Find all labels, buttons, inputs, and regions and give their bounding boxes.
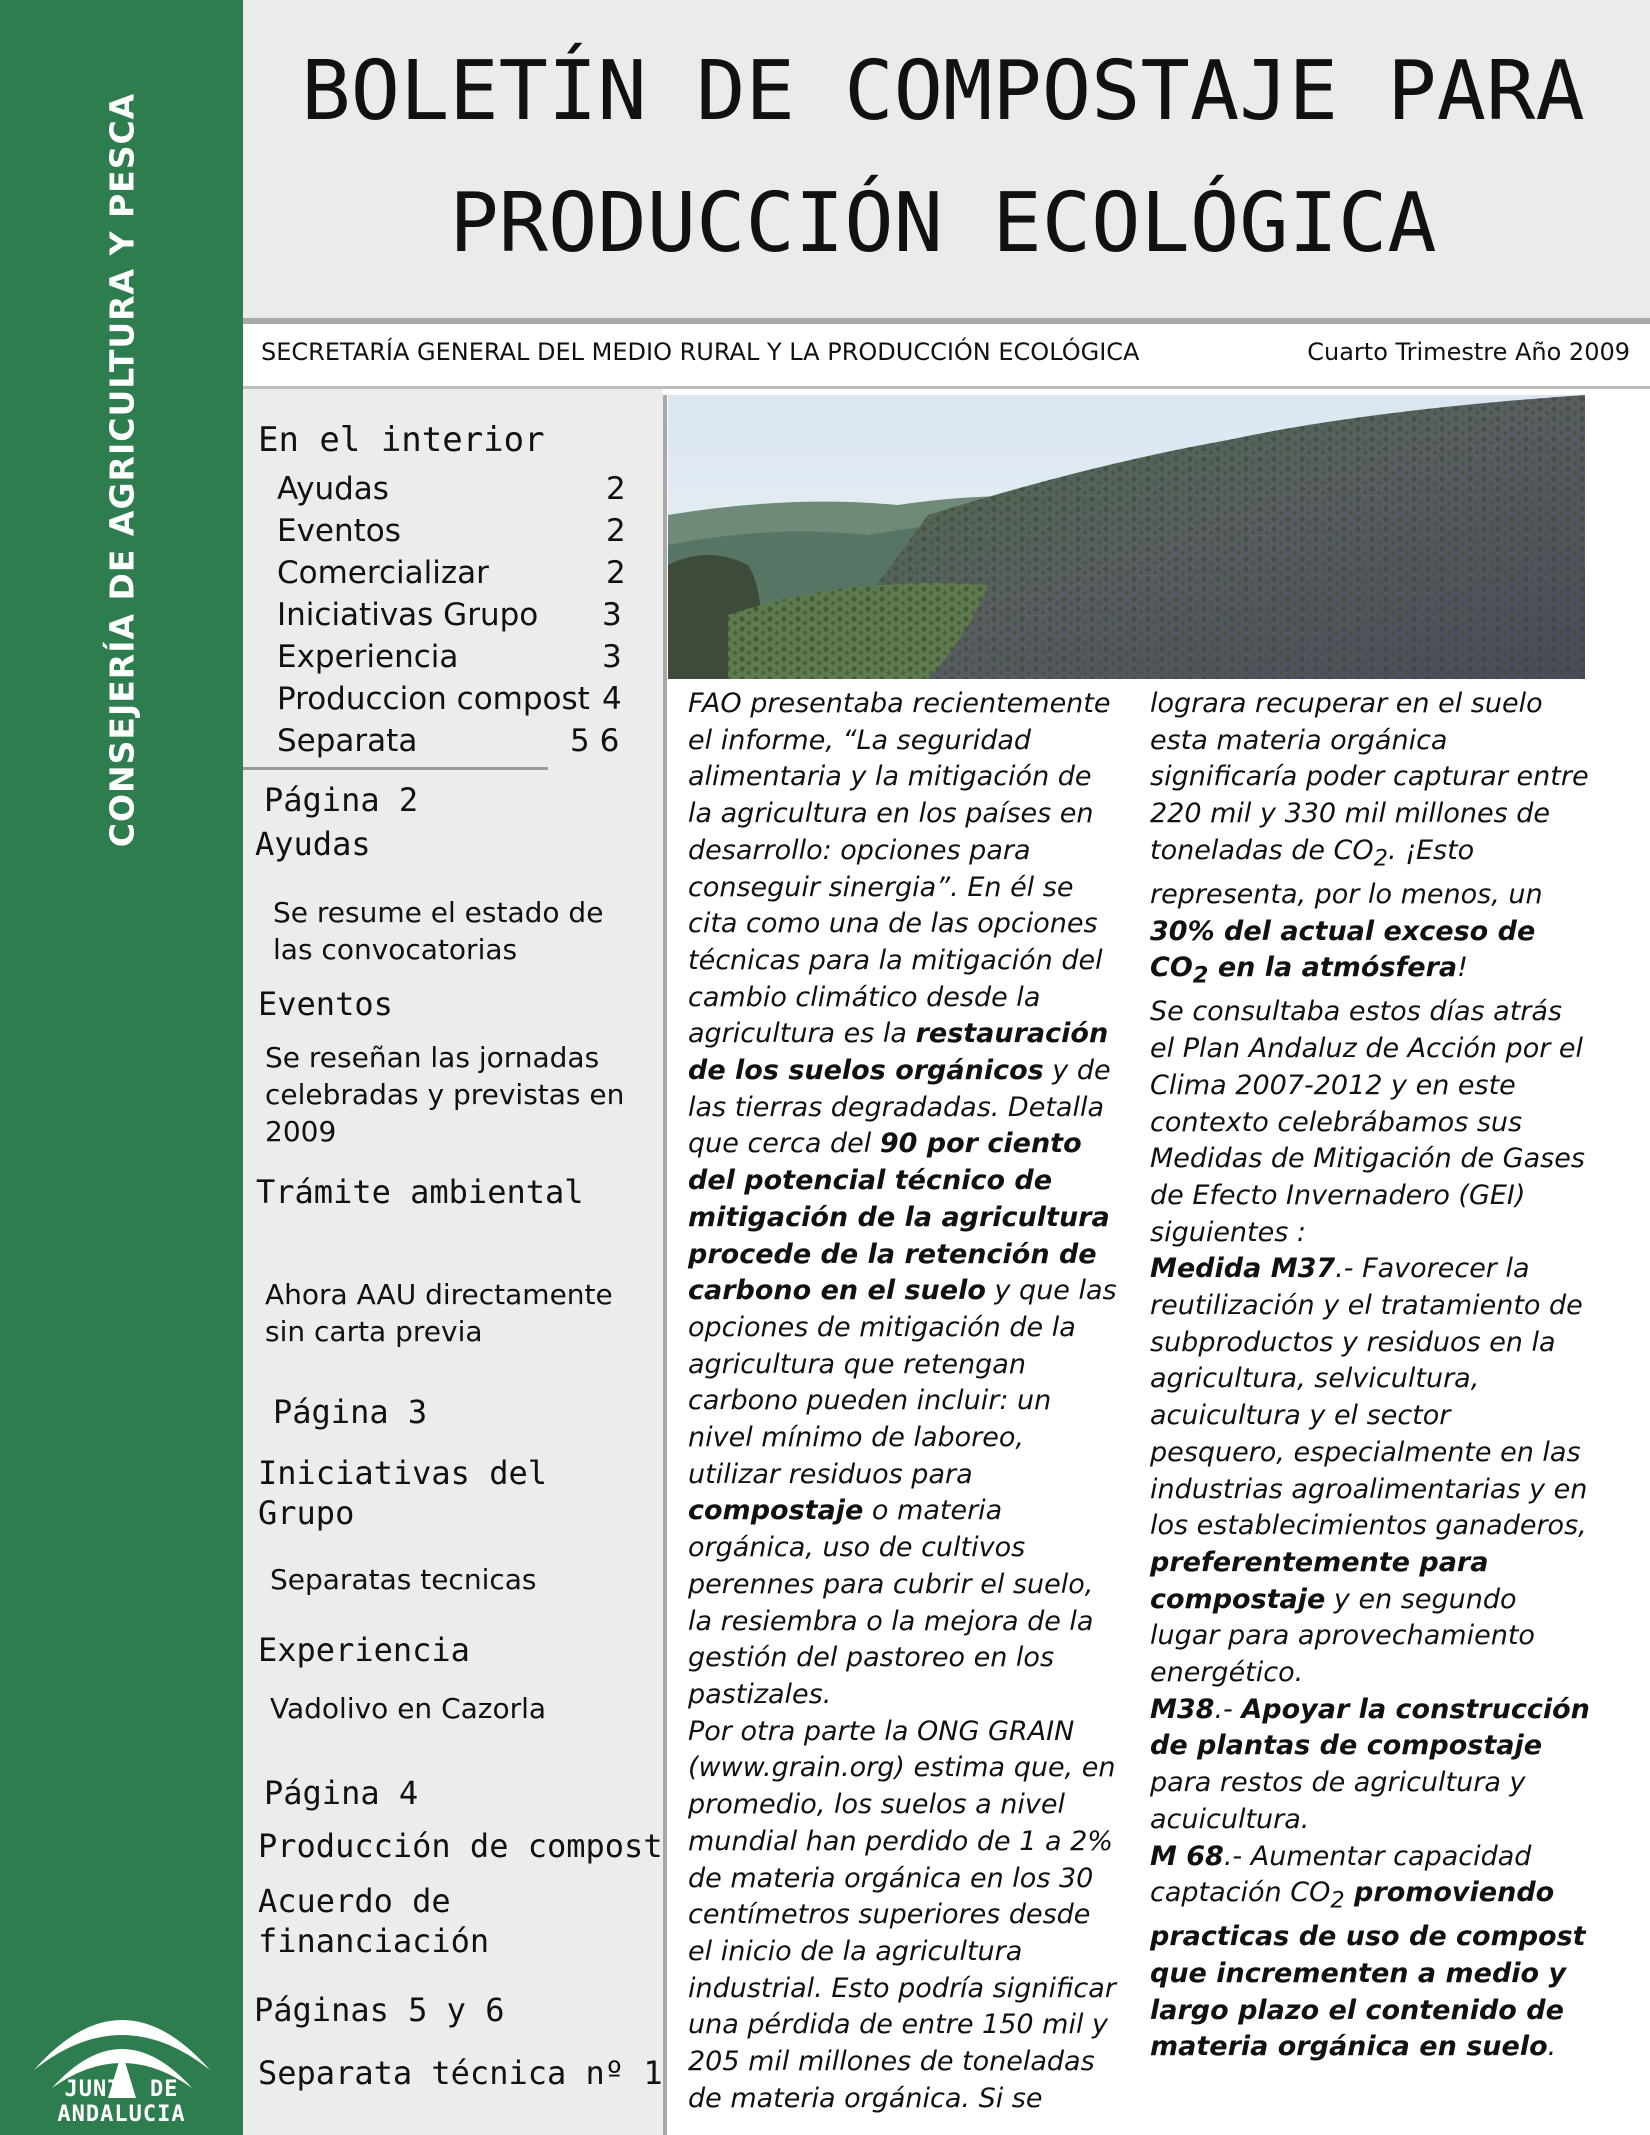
toc-item-label: Produccion compost [277,681,590,717]
section-description: sin carta previa [265,1315,483,1348]
toc-item-page: 2 [606,471,626,507]
olive-grove-photo [668,395,1585,679]
section-heading: Iniciativas del [258,1454,547,1492]
toc-item-label: Separata [277,723,418,759]
section-heading: Separata técnica nº 1 [258,2054,663,2092]
section-heading: Grupo [258,1494,355,1532]
section-heading: Trámite ambiental [256,1173,584,1211]
section-heading: Acuerdo de [258,1882,451,1920]
toc-divider [243,767,548,770]
section-description: las convocatorias [273,933,518,966]
toc-item-label: Ayudas [277,471,389,507]
section-description: Se resume el estado de [273,896,604,929]
section-description: Se reseñan las jornadas [265,1041,600,1074]
page-label: Páginas 5 y 6 [254,1991,505,2029]
section-heading: Experiencia [258,1631,470,1669]
section-heading: Producción de compost [258,1827,663,1865]
toc-item-label: Experiencia [277,639,459,675]
department-subtitle: SECRETARÍA GENERAL DEL MEDIO RURAL Y LA PRODUCCIÓN ECOLÓGICA [261,338,1140,366]
sidebar [0,0,243,2135]
issue-date: Cuarto Trimestre Año 2009 [1307,338,1630,366]
page-label: Página 2 [264,781,419,819]
section-description: 2009 [265,1115,337,1148]
toc-item-page: 3 [602,639,622,675]
toc-item-page: 4 [602,681,622,717]
section-description: Separatas tecnicas [270,1563,537,1596]
toc-item-label: Eventos [277,513,401,549]
toc-item-page: 2 [606,555,626,591]
page-label: Página 4 [264,1774,419,1812]
section-description: Vadolivo en Cazorla [270,1692,547,1725]
sidebar-vertical-title: CONSEJERÍA DE AGRICULTURA Y PESCA [102,92,142,848]
logo-text: JUNTA DE ANDALUCIA [57,2077,186,2127]
toc-item-page: 2 [606,513,626,549]
toc-title: En el interior [258,420,545,460]
article-column-1: FAO presentaba recientemente el informe, “La seguridad alimentaria y la mitigación de la agricultura en los países en desarrollo: opciones para conseguir sinergia”. En él se cita como una de las opciones técnicas para la mitigación del cambio climático desde la agricultura es la restauración de los suelos orgánicos y de las tierras degradadas. Detalla que cerca del 90 por ciento del potencial técnico de mitigación de la agricultura procede de la retención de carbono en el suelo y que las opciones de mitigación de la agricultura que retengan carbono pueden incluir: un nivel mínimo de laboreo, utilizar residuos para compostaje o materia orgánica, uso de cultivos perennes para cubrir el suelo, la resiembra o la mejora de la gestión del pastoreo en los pastizales. Por otra parte la ONG GRAIN (www.grain.org) estima que, en promedio, los suelos a nivel mundial han perdido de 1 a 2% de materia orgánica en los 30 centímetros superiores desde el inicio de la agricultura industrial. Esto podría significar una pérdida de entre 150 mil y 205 mil millones de toneladas de materia orgánica. Si se [688,688,1117,2114]
toc-item-label: Comercializar [277,555,489,591]
section-description: celebradas y previstas en [265,1078,625,1111]
article-column-2: lograra recuperar en el suelo esta materia orgánica significaría poder capturar entre 220 mil y 330 mil millones de toneladas de $CO_2$. ¡Esto representa, por lo menos, un 30% del actual exceso de $CO_2$ en la atmósfera! Se consultaba estos días atrás el Plan Andaluz de Acción por el Clima 2007-2012 y en este contexto celebrábamos sus Medidas de Mitigación de Gases de Efecto Invernadero (GEI) siguientes : Medida M37.- Favorecer la reutilización y el tratamiento de subproductos y residuos en la agricultura, selvicultura, acuicultura y el sector pesquero, especialmente en las industrias agroalimentarias y en los establecimientos ganaderos, preferentemente para compostaje y en segundo lugar para aprovechamiento energético. M38.- Apoyar la construcción de plantas de compostaje para restos de agricultura y acuicultura. M 68.- Aumentar capacidad captación $CO_2$ promoviendo practicas de uso de compost que incrementen a medio y largo plazo el contenido de materia orgánica en suelo. [1150,688,1590,2063]
title-line-2: PRODUCCIÓN ECOLÓGICA [449,176,1437,271]
section-heading: Eventos [258,985,393,1023]
section-heading: financiación [258,1922,490,1960]
section-description: Ahora AAU directamente [265,1278,613,1311]
header-divider [243,318,1650,324]
column-divider [663,395,667,2135]
toc-item-label: Iniciativas Grupo [277,597,539,633]
section-heading: Ayudas [255,825,371,863]
title-line-1: BOLETÍN DE COMPOSTAJE PARA [301,44,1585,139]
masthead [243,0,1650,318]
page-label: Página 3 [273,1393,428,1431]
toc-item-page: 3 [602,597,622,633]
toc-item-page: 5 6 [570,723,620,759]
newsletter-title [243,26,1643,290]
